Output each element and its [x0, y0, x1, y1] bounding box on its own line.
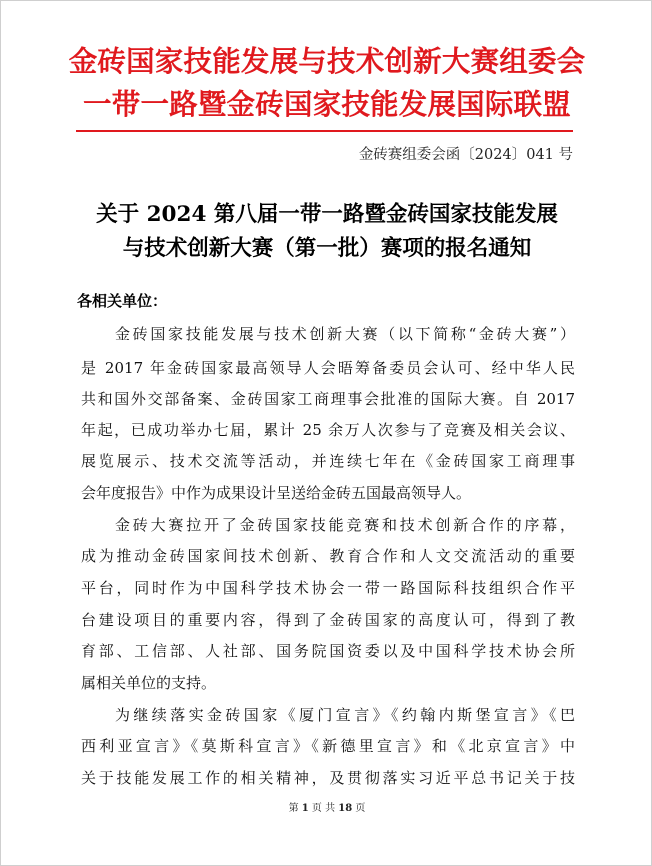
page-footer: [1, 804, 652, 814]
current-page-number: 1: [301, 803, 309, 814]
body-line: 会年度报告》中作为成果设计呈送给金砖五国最高领导人。: [81, 484, 472, 502]
notice-title-line-1: 关于 2024 第八届一带一路暨金砖国家技能发展: [96, 202, 558, 227]
body-line: 展览展示、技术交流等活动，并连续七年在《金砖国家工商理事: [81, 452, 575, 470]
body-line: 成为推动金砖国家间技术创新、教育合作和人文交流活动的重要: [81, 547, 575, 565]
body-line: 西利亚宣言》《莫斯科宣言》《新德里宣言》和《北京宣言》中: [81, 737, 575, 755]
body-line: 平台，同时作为中国科学技术协会一带一路国际科技组织合作平: [81, 579, 575, 597]
body-line: 金砖大赛拉开了金砖国家技能竞赛和技术创新合作的序幕，: [115, 516, 575, 534]
issuer-line-2: 一带一路暨金砖国家技能发展国际联盟: [83, 87, 571, 121]
body-line: 共和国外交部备案、金砖国家工商理事会批准的国际大赛。自 2017: [81, 390, 575, 408]
body-line: 台建设项目的重要内容，得到了金砖国家的高度认可，得到了教: [81, 611, 575, 629]
body-line: 属相关单位的支持。: [81, 674, 217, 692]
body-line: 是 2017 年金砖国家最高领导人会晤筹备委员会认可、经中华人民: [81, 359, 575, 377]
body-line: 关于技能发展工作的相关精神，及贯彻落实习近平总书记关于技: [81, 769, 575, 787]
salutation: 各相关单位：: [77, 292, 168, 310]
footer-prefix: 第: [288, 803, 299, 814]
total-pages: 18: [338, 803, 353, 814]
document-number: 金砖赛组委会函〔2024〕041 号: [358, 147, 573, 163]
body-line: 金砖国家技能发展与技术创新大赛（以下简称“金砖大赛”）: [115, 325, 575, 343]
body-line: 年起，已成功举办七届，累计 25 余万人次参与了竞赛及相关会议、: [81, 421, 575, 439]
footer-middle: 页 共: [311, 803, 336, 814]
notice-title-line-2: 与技术创新大赛（第一批）赛项的报名通知: [122, 236, 532, 261]
footer-suffix: 页: [355, 803, 366, 814]
issuer-line-1: 金砖国家技能发展与技术创新大赛组委会: [68, 44, 586, 78]
body-line: 育部、工信部、人社部、国务院国资委以及中国科学技术协会所: [81, 642, 575, 660]
body-line: 为继续落实金砖国家《厦门宣言》《约翰内斯堡宣言》《巴: [115, 706, 575, 724]
red-header-rule: [76, 130, 573, 132]
